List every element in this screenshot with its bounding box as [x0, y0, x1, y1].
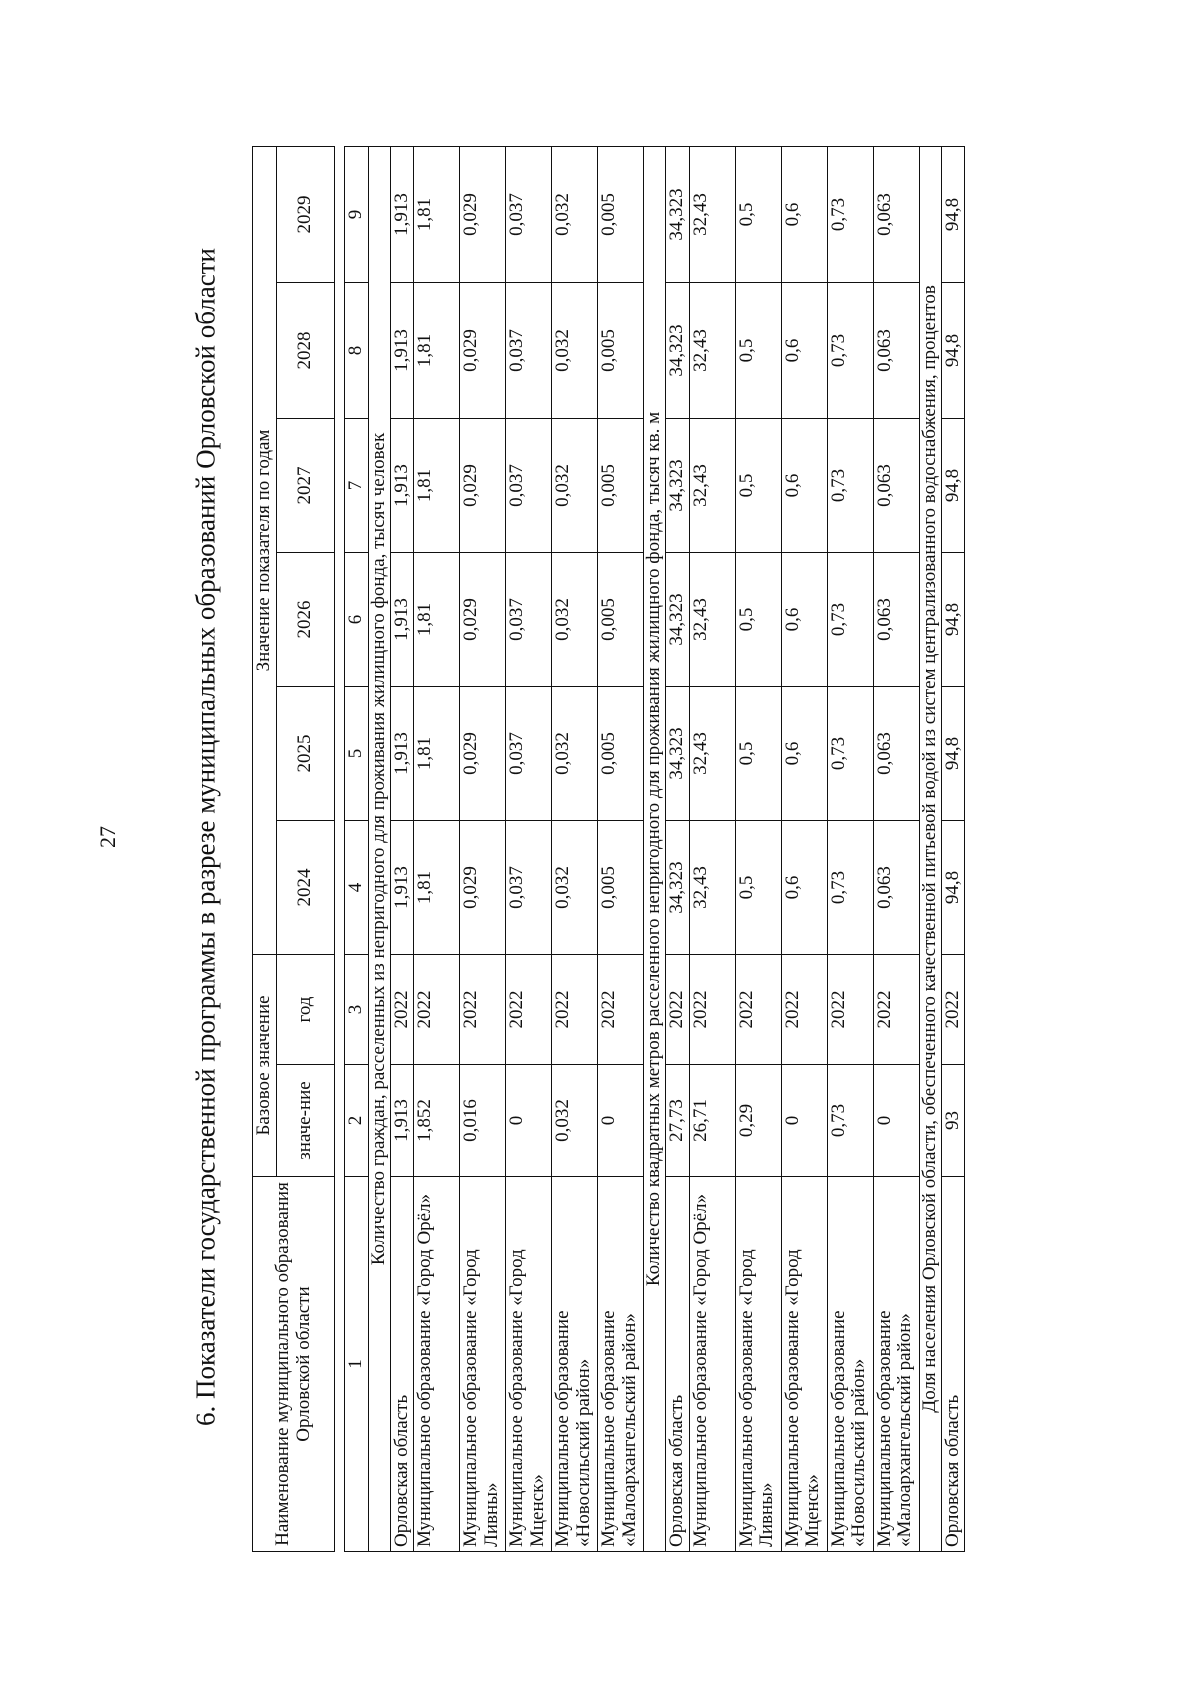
table-row: [414, 146, 460, 1551]
year-value-cell: 94,8: [941, 282, 965, 418]
year-value-cell: 0,73: [827, 282, 873, 418]
year-value-cell: 0,029: [460, 418, 506, 552]
page-title: 6. Показатели государственной программы в разрезе муниципальных образований Орловской области: [190, 248, 221, 1426]
year-value-cell: 0,029: [460, 282, 506, 418]
header-year: 2029: [277, 146, 335, 282]
year-value-cell: 34,323: [666, 820, 690, 954]
column-index: 8: [345, 282, 369, 418]
table-row: [666, 146, 690, 1551]
year-value-cell: 1,913: [390, 686, 414, 820]
table-row: [781, 146, 827, 1551]
base-value-cell: 0,032: [552, 1065, 598, 1177]
year-value-cell: 0,005: [598, 418, 644, 552]
year-value-cell: 1,81: [414, 820, 460, 954]
header-name-column: Наименование муниципального образования Орловской области: [253, 1177, 335, 1552]
section-title-row: [368, 146, 390, 1551]
year-value-cell: 34,323: [666, 282, 690, 418]
header-year: 2025: [277, 686, 335, 820]
year-value-cell: 0,5: [735, 146, 781, 282]
table-row: [460, 146, 506, 1551]
year-value-cell: 1,81: [414, 146, 460, 282]
year-value-cell: 0,6: [781, 820, 827, 954]
rotated-table-container: [252, 147, 1047, 1552]
year-value-cell: 34,323: [666, 552, 690, 686]
year-value-cell: 0,063: [873, 282, 919, 418]
year-value-cell: 0,037: [506, 146, 552, 282]
year-value-cell: 0,037: [506, 552, 552, 686]
year-value-cell: 0,037: [506, 820, 552, 954]
year-value-cell: 94,8: [941, 418, 965, 552]
base-year-cell: 2022: [941, 954, 965, 1064]
year-value-cell: 1,81: [414, 686, 460, 820]
year-value-cell: 32,43: [689, 282, 735, 418]
year-value-cell: 0,6: [781, 282, 827, 418]
base-year-cell: 2022: [598, 954, 644, 1064]
column-index: 4: [345, 820, 369, 954]
year-value-cell: 94,8: [941, 686, 965, 820]
municipality-name: Муниципальное образование «Малоархангельский район»: [873, 1177, 919, 1552]
column-index: 5: [345, 686, 369, 820]
base-value-cell: 93: [941, 1065, 965, 1177]
base-year-cell: 2022: [506, 954, 552, 1064]
base-year-cell: 2022: [873, 954, 919, 1064]
section-title: Количество граждан, расселенных из непригодного для проживания жилищного фонда, тысяч человек: [368, 146, 390, 1551]
year-value-cell: 0,032: [552, 418, 598, 552]
year-value-cell: 0,73: [827, 686, 873, 820]
year-value-cell: 0,029: [460, 552, 506, 686]
header-year: 2024: [277, 820, 335, 954]
base-year-cell: 2022: [689, 954, 735, 1064]
table-body: [335, 146, 965, 1551]
table-row: [941, 146, 965, 1551]
municipality-name: Муниципальное образование «Город Ливны»: [735, 1177, 781, 1552]
column-index: 7: [345, 418, 369, 552]
table-row: [873, 146, 919, 1551]
base-year-cell: 2022: [735, 954, 781, 1064]
year-value-cell: 0,032: [552, 820, 598, 954]
section-title: Доля населения Орловской области, обеспеченного качественной питьевой водой из систем централизованного водоснабжения, процентов: [919, 146, 941, 1551]
year-value-cell: 0,063: [873, 820, 919, 954]
year-value-cell: 1,913: [390, 552, 414, 686]
year-value-cell: 0,5: [735, 686, 781, 820]
table-row: [506, 146, 552, 1551]
year-value-cell: 1,81: [414, 552, 460, 686]
year-value-cell: 0,029: [460, 146, 506, 282]
municipality-name: Орловская область: [390, 1177, 414, 1552]
header-year: 2028: [277, 282, 335, 418]
base-value-cell: 0: [598, 1065, 644, 1177]
year-value-cell: 0,5: [735, 282, 781, 418]
base-value-cell: 0: [781, 1065, 827, 1177]
header-gap: [335, 146, 345, 1551]
year-value-cell: 1,913: [390, 418, 414, 552]
table-header: [253, 146, 335, 1551]
table-row: [552, 146, 598, 1551]
year-value-cell: 0,029: [460, 686, 506, 820]
year-value-cell: 0,032: [552, 552, 598, 686]
section-title: Количество квадратных метров расселенного непригодного для проживания жилищного фонда, тысяч кв. м: [644, 146, 666, 1551]
table-row: [735, 146, 781, 1551]
base-year-cell: 2022: [414, 954, 460, 1064]
column-index: 9: [345, 146, 369, 282]
base-year-cell: 2022: [552, 954, 598, 1064]
header-years-group: Значение показателя по годам: [253, 146, 277, 954]
year-value-cell: 32,43: [689, 686, 735, 820]
base-value-cell: 0: [506, 1065, 552, 1177]
year-value-cell: 32,43: [689, 552, 735, 686]
year-value-cell: 1,81: [414, 282, 460, 418]
year-value-cell: 0,005: [598, 686, 644, 820]
year-value-cell: 34,323: [666, 418, 690, 552]
header-base-value: значе-ние: [277, 1065, 335, 1177]
year-value-cell: 0,5: [735, 418, 781, 552]
year-value-cell: 0,005: [598, 146, 644, 282]
municipality-name: Орловская область: [666, 1177, 690, 1552]
year-value-cell: 94,8: [941, 552, 965, 686]
table-row: [598, 146, 644, 1551]
table-row: [689, 146, 735, 1551]
year-value-cell: 0,6: [781, 418, 827, 552]
municipality-name: Муниципальное образование «Новосильский район»: [552, 1177, 598, 1552]
year-value-cell: 0,73: [827, 552, 873, 686]
year-value-cell: 0,029: [460, 820, 506, 954]
page-number: 27: [95, 826, 120, 848]
year-value-cell: 0,6: [781, 686, 827, 820]
year-value-cell: 0,5: [735, 552, 781, 686]
year-value-cell: 1,913: [390, 146, 414, 282]
municipality-name: Муниципальное образование «Малоархангельский район»: [598, 1177, 644, 1552]
municipality-name: Муниципальное образование «Город Орёл»: [689, 1177, 735, 1552]
municipality-name: Муниципальное образование «Город Ливны»: [460, 1177, 506, 1552]
year-value-cell: 32,43: [689, 146, 735, 282]
base-year-cell: 2022: [390, 954, 414, 1064]
year-value-cell: 0,005: [598, 820, 644, 954]
year-value-cell: 32,43: [689, 418, 735, 552]
municipality-name: Муниципальное образование «Город Мценск»: [781, 1177, 827, 1552]
header-year: 2027: [277, 418, 335, 552]
year-value-cell: 94,8: [941, 820, 965, 954]
municipality-name: Муниципальное образование «Город Орёл»: [414, 1177, 460, 1552]
base-year-cell: 2022: [666, 954, 690, 1064]
year-value-cell: 94,8: [941, 146, 965, 282]
column-index-row: [345, 146, 369, 1551]
year-value-cell: 0,6: [781, 146, 827, 282]
year-value-cell: 0,73: [827, 418, 873, 552]
header-year: 2026: [277, 552, 335, 686]
indicators-table: [252, 146, 965, 1552]
year-value-cell: 1,81: [414, 418, 460, 552]
base-year-cell: 2022: [827, 954, 873, 1064]
base-value-cell: 27,73: [666, 1065, 690, 1177]
column-index: 1: [345, 1177, 369, 1552]
base-year-cell: 2022: [781, 954, 827, 1064]
municipality-name: Муниципальное образование «Новосильский район»: [827, 1177, 873, 1552]
year-value-cell: 0,037: [506, 282, 552, 418]
base-value-cell: 0,016: [460, 1065, 506, 1177]
year-value-cell: 0,005: [598, 282, 644, 418]
year-value-cell: 0,063: [873, 418, 919, 552]
year-value-cell: 0,032: [552, 146, 598, 282]
table-row: [827, 146, 873, 1551]
base-value-cell: 1,852: [414, 1065, 460, 1177]
municipality-name: Орловская область: [941, 1177, 965, 1552]
municipality-name: Муниципальное образование «Город Мценск»: [506, 1177, 552, 1552]
table-row: [390, 146, 414, 1551]
year-value-cell: 1,913: [390, 282, 414, 418]
header-base-group: Базовое значение: [253, 954, 277, 1176]
year-value-cell: 0,5: [735, 820, 781, 954]
base-value-cell: 0,29: [735, 1065, 781, 1177]
year-value-cell: 0,063: [873, 552, 919, 686]
year-value-cell: 0,73: [827, 820, 873, 954]
year-value-cell: 34,323: [666, 686, 690, 820]
base-value-cell: 0,73: [827, 1065, 873, 1177]
year-value-cell: 0,73: [827, 146, 873, 282]
section-title-row: [919, 146, 941, 1551]
year-value-cell: 0,063: [873, 686, 919, 820]
year-value-cell: 0,032: [552, 686, 598, 820]
year-value-cell: 0,005: [598, 552, 644, 686]
column-index: 6: [345, 552, 369, 686]
year-value-cell: 1,913: [390, 820, 414, 954]
year-value-cell: 0,032: [552, 282, 598, 418]
base-year-cell: 2022: [460, 954, 506, 1064]
year-value-cell: 0,037: [506, 418, 552, 552]
section-title-row: [644, 146, 666, 1551]
base-value-cell: 26,71: [689, 1065, 735, 1177]
base-value-cell: 1,913: [390, 1065, 414, 1177]
year-value-cell: 0,6: [781, 552, 827, 686]
year-value-cell: 32,43: [689, 820, 735, 954]
header-base-year: год: [277, 954, 335, 1064]
year-value-cell: 0,063: [873, 146, 919, 282]
year-value-cell: 0,037: [506, 686, 552, 820]
column-index: 2: [345, 1065, 369, 1177]
column-index: 3: [345, 954, 369, 1064]
base-value-cell: 0: [873, 1065, 919, 1177]
year-value-cell: 34,323: [666, 146, 690, 282]
